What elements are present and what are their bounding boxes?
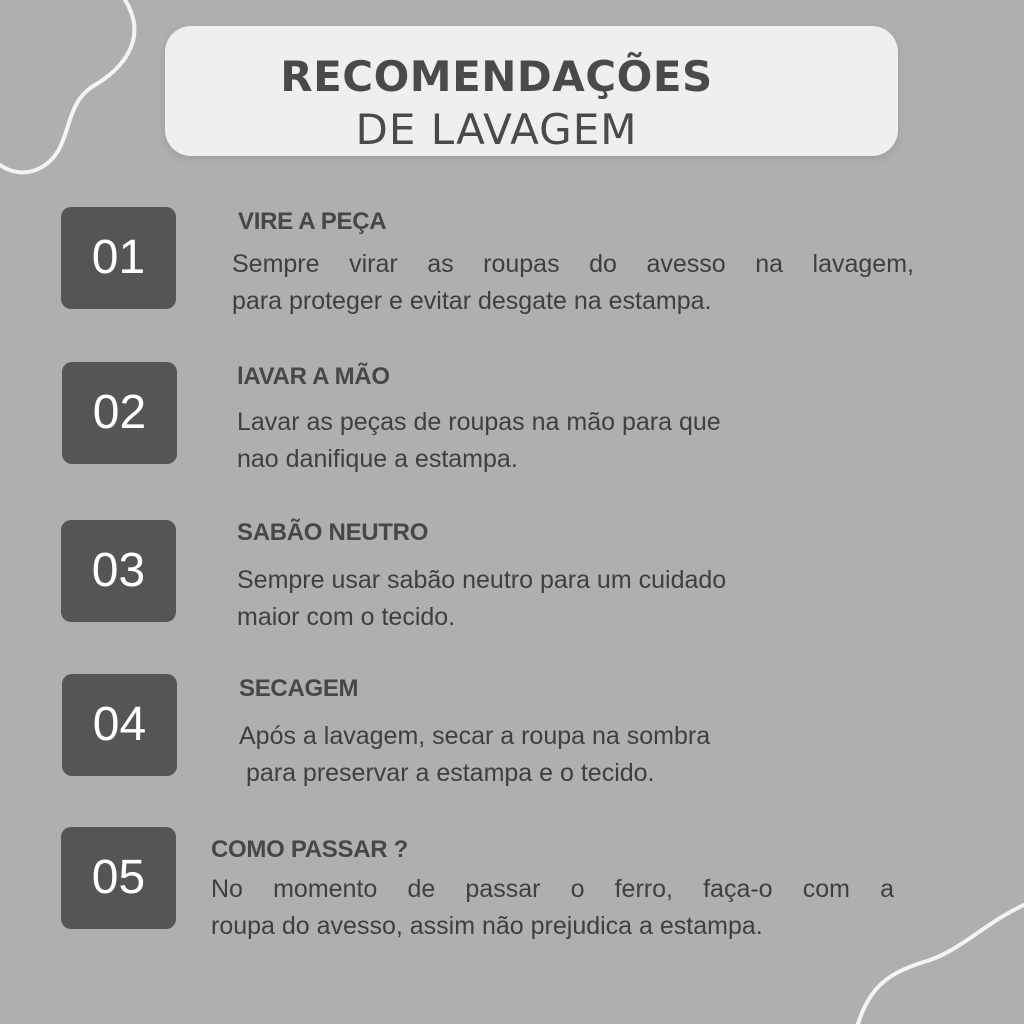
item-number-badge: 02 (62, 362, 177, 464)
item-title: SABÃO NEUTRO (237, 519, 429, 546)
item-title: COMO PASSAR ? (211, 836, 408, 863)
top-left-curve (0, 0, 134, 172)
item-description-line: Sempre usar sabão neutro para um cuidado (237, 566, 727, 594)
item-description-line: No momento de passar o ferro, faça-o com a (211, 875, 894, 903)
item-description (237, 562, 726, 636)
item-description (239, 718, 710, 792)
title-card (165, 26, 898, 156)
item-description-line: Após a lavagem, secar a roupa na sombra (239, 722, 711, 750)
item-description (211, 871, 894, 945)
item-number-badge: 03 (61, 520, 176, 622)
title-heading: RECOMENDAÇÕES (280, 52, 713, 101)
item-title: lAVAR A MÃO (237, 363, 390, 390)
item-description-line: roupa do avesso, assim não prejudica a estampa. (211, 912, 763, 940)
item-number-badge: 05 (61, 827, 176, 929)
item-description-line: para proteger e evitar desgate na estampa. (232, 287, 712, 315)
item-number-badge: 04 (62, 674, 177, 776)
item-title: SECAGEM (239, 675, 359, 702)
item-description-line: Sempre virar as roupas do avesso na lavagem, (232, 250, 914, 278)
item-number-badge: 01 (61, 207, 176, 309)
item-description (237, 404, 721, 478)
item-title: VIRE A PEÇA (238, 208, 387, 235)
item-description-line: para preservar a estampa e o tecido. (239, 759, 655, 787)
item-description-line: Lavar as peças de roupas na mão para que (237, 408, 721, 436)
title-subheading: DE LAVAGEM (355, 105, 638, 154)
item-description (232, 246, 914, 320)
item-description-line: maior com o tecido. (237, 603, 456, 631)
item-description-line: nao danifique a estampa. (237, 445, 518, 473)
